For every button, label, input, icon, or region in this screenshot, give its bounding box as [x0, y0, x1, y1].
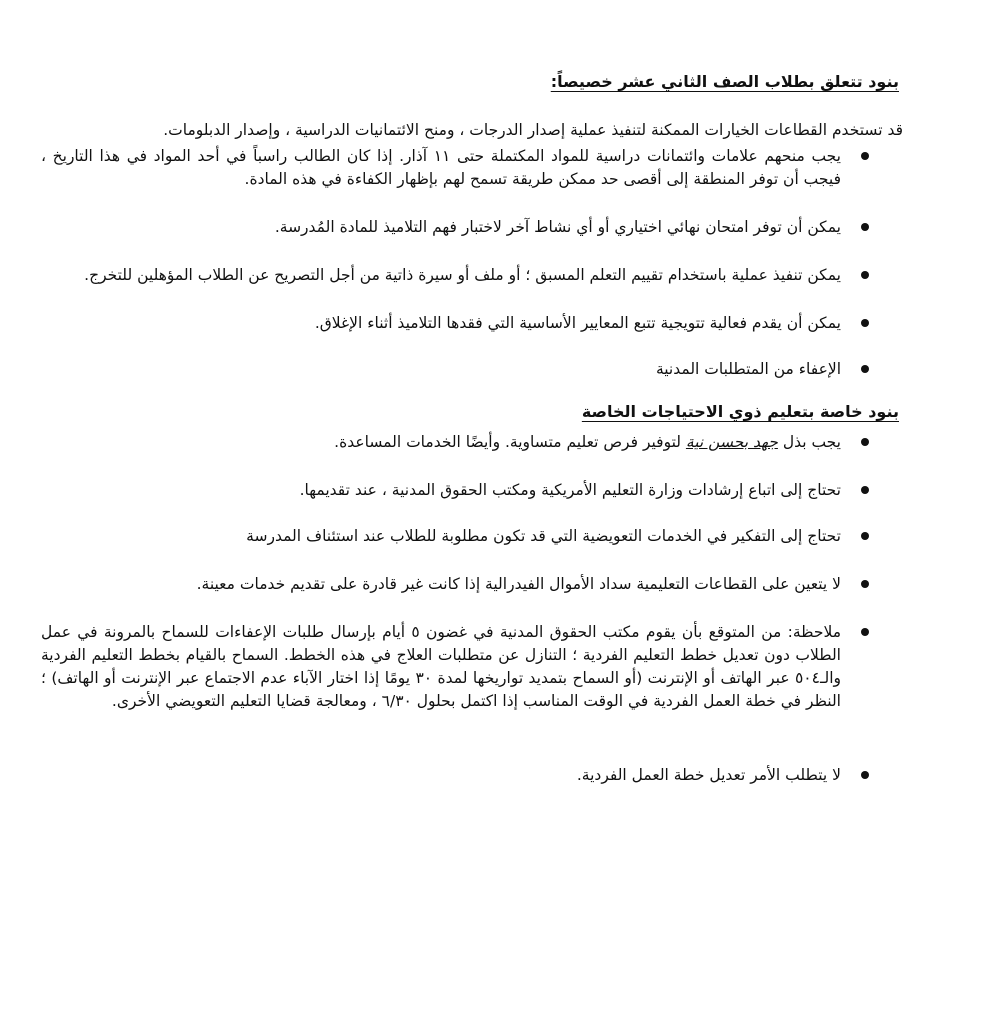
- list-item-text: الإعفاء من المتطلبات المدنية: [655, 360, 841, 378]
- bullet-icon: [861, 580, 869, 588]
- list-item-text: لا يتعين على القطاعات التعليمية سداد الأموال الفيدرالية إذا كانت غير قادرة على تقديم خدمات معينة.: [196, 575, 841, 593]
- bullet-icon: [861, 771, 869, 779]
- list-item-text-start: يجب بذل: [777, 433, 841, 451]
- bullet-icon: [861, 365, 869, 373]
- list-item-text: [334, 431, 841, 454]
- bullet-icon: [861, 319, 869, 327]
- list-item-text: تحتاج إلى اتباع إرشادات وزارة التعليم الأمريكية ومكتب الحقوق المدنية ، عند تقديمها.: [299, 481, 841, 499]
- bullet-icon: [861, 532, 869, 540]
- section-heading-grade12: بنود تتعلق بطلاب الصف الثاني عشر خصيصاً:: [550, 72, 899, 91]
- list-item-text-end: لتوفير فرص تعليم متساوية. وأيضًا الخدمات المساعدة.: [334, 433, 686, 451]
- list-item-text: ملاحظة: من المتوقع بأن يقوم مكتب الحقوق المدنية في غضون ٥ أيام بإرسال طلبات الإعفاءات للسماح بالمرونة في عمل الطلاب دون تعديل خطط التعليم الفردية ؛ التنازل عن متطلبات العلاج في هذه الخطط. السماح بالقيام بخطط التعليم الفردية والـ٥٠٤ عبر الهاتف أو الإنترنت (أو السماح بتمديد تواريخها لمدة ٣٠ يومًا إذا اختار الآباء عدم الاجتماع عبر الإنترنت أو الهاتف) ؛ النظر في خطة العمل الفردية في الوقت المناسب إذا اكتمل بحلول ٦/٣٠ ، ومعالجة قضايا التعليم التعويضي الأخرى.: [41, 623, 842, 710]
- list-item-text: لا يتطلب الأمر تعديل خطة العمل الفردية.: [576, 766, 841, 784]
- section-intro: قد تستخدم القطاعات الخيارات الممكنة لتنفيذ عملية إصدار الدرجات ، ومنح الائتمانيات الدراسية ، وإصدار الدبلومات.: [163, 121, 903, 139]
- bullet-icon: [861, 438, 869, 446]
- list-item-text: يمكن تنفيذ عملية باستخدام تقييم التعلم المسبق ؛ أو ملف أو سيرة ذاتية من أجل التصريح عن الطلاب المؤهلين للتخرج.: [84, 266, 841, 284]
- list-item-text: يجب منحهم علامات وائتمانات دراسية للمواد المكتملة حتى ١١ آذار. إذا كان الطالب راسباً في أحد المواد في هذا التاريخ ، فيجب أن توفر المنطقة إلى أقصى حد ممكن طريقة تسمح لهم بإظهار الكفاءة في هذه المادة.: [41, 147, 841, 188]
- section-heading-special-needs: بنود خاصة بتعليم ذوي الاحتياجات الخاصة: [581, 402, 899, 421]
- emphasized-phrase: جهد بحسن نية: [685, 433, 778, 451]
- list-item-text: يمكن أن توفر امتحان نهائي اختياري أو أي نشاط آخر لاختبار فهم التلاميذ للمادة المُدرسة.: [274, 218, 841, 236]
- bullet-icon: [861, 152, 869, 160]
- bullet-icon: [861, 271, 869, 279]
- bullet-icon: [861, 223, 869, 231]
- bullet-icon: [861, 628, 869, 636]
- list-item-text: تحتاج إلى التفكير في الخدمات التعويضية التي قد تكون مطلوبة للطلاب عند استئناف المدرسة: [246, 527, 841, 545]
- list-item-text: يمكن أن يقدم فعالية تتويجية تتبع المعايير الأساسية التي فقدها التلاميذ أثناء الإغلاق.: [314, 314, 841, 332]
- bullet-icon: [861, 486, 869, 494]
